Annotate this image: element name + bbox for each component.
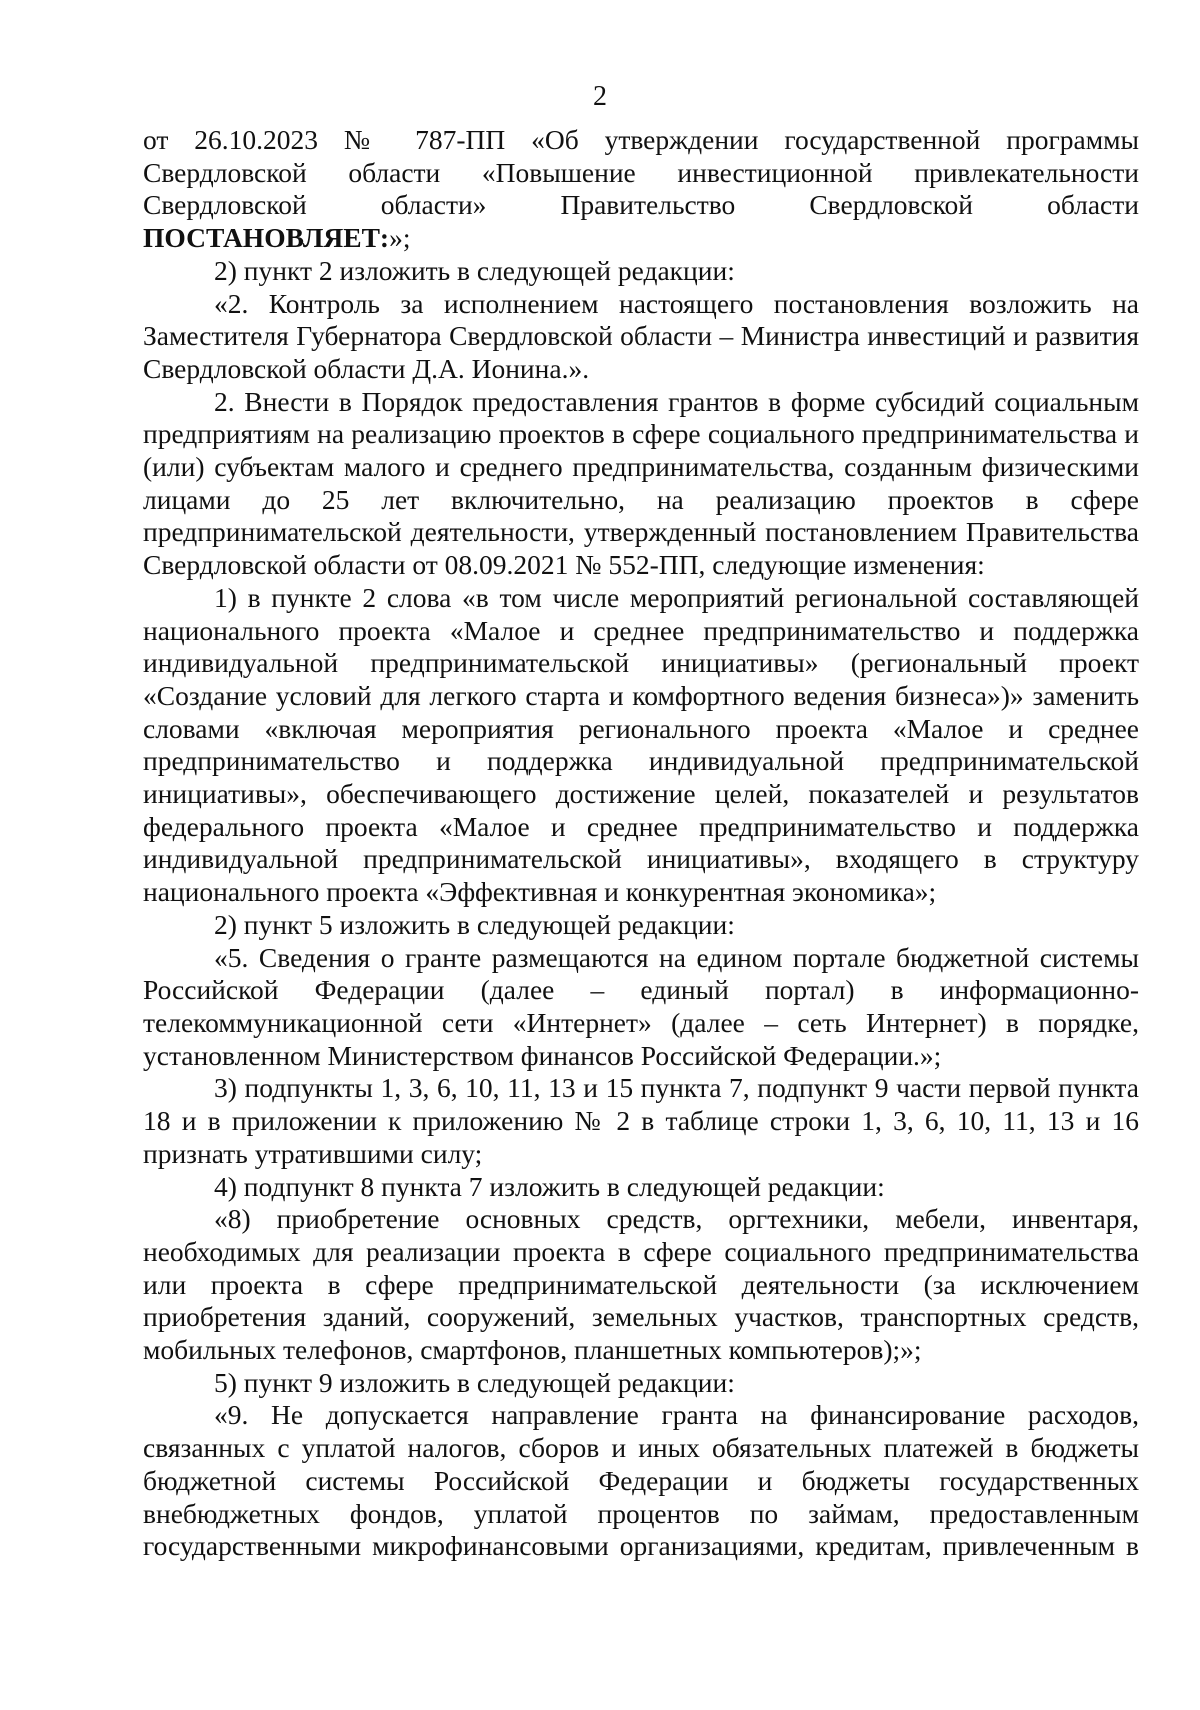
paragraph-subitem-2-text: «5. Сведения о гранте размещаются на едином портале бюджетной системы Российской Федерации (далее – единый портал) в информационно-телекоммуникационной сети «Интернет» (далее – сеть Интернет) в порядке, установленном Министерством финансов Российской Федерации.»; [143, 941, 1139, 1071]
paragraph-subitem-1: 1) в пункте 2 слова «в том числе мероприятий региональной составляющей национального проекта «Малое и среднее предпринимательство и поддержка индивидуальной предпринимательской инициативы» (региональный проект «Создание условий для легкого старта и комфортного ведения бизнеса»)» заменить словами «включая мероприятия регионального проекта «Малое и среднее предпринимательство и поддержка индивидуальной предпринимательской инициативы», обеспечивающего достижение целей, показателей и результатов федерального проекта «Малое и среднее предпринимательство и поддержка индивидуальной предпринимательской инициативы», входящего в структуру национального проекта «Эффективная и конкурентная экономика»; [143, 581, 1139, 908]
page-number: 2 [593, 81, 607, 112]
paragraph-item-2-text: «2. Контроль за исполнением настоящего постановления возложить на Заместителя Губернатора Свердловской области – Министра инвестиций и развития Свердловской области Д.А. Ионина.». [143, 287, 1139, 384]
paragraph-subitem-5-text: «9. Не допускается направление гранта на финансирование расходов, связанных с уплатой налогов, сборов и иных обязательных платежей в бюджеты бюджетной системы Российской Федерации и бюджеты государственных внебюджетных фондов, уплатой процентов по займам, предоставленным государственными микрофинансовыми организациями, кредитам, привлеченным в [143, 1399, 1139, 1562]
paragraph-section-2: 2. Внести в Порядок предоставления грантов в форме субсидий социальным предприятиям на реализацию проектов в сфере социального предпринимательства и (или) субъектам малого и среднего предпринимательства, созданным физическими лицами до 25 лет включительно, на реализацию проектов в сфере предпринимательской деятельности, утвержденный постановлением Правительства Свердловской области от 08.09.2021 № 552-ПП, следующие изменения: [143, 385, 1139, 581]
paragraph-text: от 26.10.2023 № 787-ПП «Об утверждении государственной программы Свердловской области «Повышение инвестиционной привлекательности Свердловской области» Правительство Свердловской области [143, 124, 1139, 221]
paragraph-preamble-end [143, 124, 1139, 255]
document-body [143, 124, 1139, 1563]
paragraph-subitem-3: 3) подпункты 1, 3, 6, 10, 11, 13 и 15 пункта 7, подпункт 9 части первой пункта 18 и в приложении к приложению № 2 в таблице строки 1, 3, 6, 10, 11, 13 и 16 признать утратившими силу; [143, 1072, 1139, 1169]
paragraph-item-2-intro: 2) пункт 2 изложить в следующей редакции: [214, 254, 735, 286]
paragraph-subitem-4-text: «8) приобретение основных средств, оргтехники, мебели, инвентаря, необходимых для реализации проекта в сфере социального предпринимательства или проекта в сфере предпринимательской деятельности (за исключением приобретения зданий, сооружений, земельных участков, транспортных средств, мобильных телефонов, смартфонов, планшетных компьютеров);»; [143, 1203, 1139, 1366]
paragraph-subitem-2-intro: 2) пункт 5 изложить в следующей редакции: [214, 908, 735, 940]
resolution-keyword: ПОСТАНОВЛЯЕТ: [143, 222, 390, 254]
paragraph-suffix: »; [389, 222, 411, 254]
paragraph-subitem-4-intro: 4) подпункт 8 пункта 7 изложить в следующей редакции: [214, 1170, 885, 1202]
paragraph-subitem-5-intro: 5) пункт 9 изложить в следующей редакции: [214, 1366, 735, 1398]
